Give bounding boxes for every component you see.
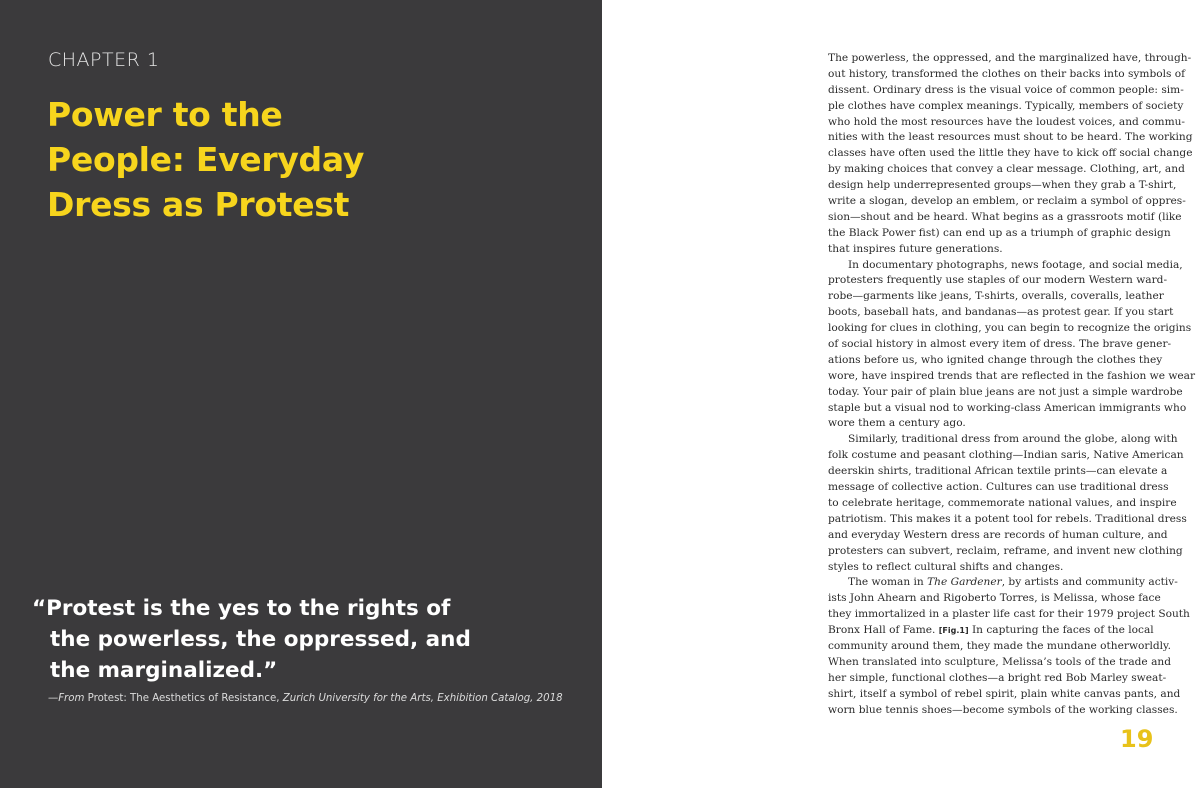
body-line: to celebrate heritage, commemorate national values, and inspire	[828, 496, 1177, 509]
body-text	[828, 51, 1196, 718]
attribution-prefix: —From	[48, 693, 88, 704]
body-text-run: In capturing the faces of the local	[968, 624, 1154, 637]
body-line: wore, have inspired trends that are reflected in the fashion we wear	[828, 369, 1196, 382]
right-page	[602, 0, 1200, 788]
body-line: patriotism. This makes it a potent tool for rebels. Traditional dress	[828, 512, 1187, 525]
body-line: When translated into sculpture, Melissa’s tools of the trade and	[828, 655, 1171, 668]
body-line: her simple, functional clothes—a bright red Bob Marley sweat-	[828, 671, 1167, 684]
body-line: community around them, they made the mundane otherworldly.	[828, 639, 1171, 652]
chapter-title-line: People: Everyday	[47, 140, 365, 179]
body-text-run: The woman in	[848, 576, 928, 589]
body-line: Similarly, traditional dress from around the globe, along with	[848, 433, 1178, 446]
quote-attribution	[48, 692, 563, 706]
body-line: folk costume and peasant clothing—Indian saris, Native American	[828, 449, 1184, 462]
body-line: robe—garments like jeans, T-shirts, overalls, coveralls, leather	[828, 290, 1164, 303]
body-line: today. Your pair of plain blue jeans are not just a simple wardrobe	[828, 385, 1183, 398]
body-line: and everyday Western dress are records of human culture, and	[828, 528, 1168, 541]
figure-reference: [Fig.1]	[938, 626, 969, 636]
body-line: protesters frequently use staples of our modern Western ward-	[828, 274, 1168, 287]
body-line: The powerless, the oppressed, and the marginalized have, through-	[828, 52, 1192, 64]
body-line: In documentary photographs, news footage, and social media,	[848, 258, 1183, 271]
body-line: sion—shout and be heard. What begins as a grassroots motif (like	[828, 210, 1182, 223]
body-line: ists John Ahearn and Rigoberto Torres, is Melissa, whose face	[828, 592, 1161, 605]
body-line: who hold the most resources have the loudest voices, and commu-	[828, 115, 1186, 128]
chapter-label: CHAPTER 1	[48, 49, 160, 71]
body-line: looking for clues in clothing, you can begin to recognize the origins	[828, 322, 1192, 335]
body-line	[828, 623, 1158, 639]
body-line: deerskin shirts, traditional African textile prints—can elevate a	[828, 465, 1168, 478]
chapter-title	[47, 92, 587, 227]
body-line: classes have often used the little they have to kick off social change	[828, 147, 1193, 160]
pull-quote-line: “Protest is the yes to the rights of	[32, 596, 451, 621]
body-line: write a slogan, develop an emblem, or reclaim a symbol of oppres-	[828, 195, 1186, 208]
body-line: of social history in almost every item of dress. The brave gener-	[828, 338, 1172, 351]
body-line: ple clothes have complex meanings. Typically, members of society	[828, 99, 1184, 112]
page-number: 19	[1120, 725, 1154, 753]
body-line: styles to reflect cultural shifts and changes.	[828, 560, 1064, 573]
body-line: out history, transformed the clothes on their backs into symbols of	[828, 67, 1186, 80]
body-line: dissent. Ordinary dress is the visual voice of common people: sim-	[828, 83, 1184, 96]
body-line: shirt, itself a symbol of rebel spirit, plain white canvas pants, and	[828, 687, 1181, 700]
body-line: ations before us, who ignited change through the clothes they	[828, 353, 1163, 366]
body-line: nities with the least resources must shout to be heard. The working	[828, 131, 1193, 144]
body-line: boots, baseball hats, and bandanas—as protest gear. If you start	[828, 306, 1174, 319]
pull-quote-line: the powerless, the oppressed, and	[50, 627, 471, 652]
body-line	[828, 575, 1178, 591]
attribution-source: Zurich University for the Arts, Exhibition Catalog, 2018	[279, 693, 563, 704]
artwork-title: The Gardener	[927, 576, 1002, 589]
body-line: protesters can subvert, reclaim, reframe, and invent new clothing	[828, 544, 1183, 557]
body-line: message of collective action. Cultures can use traditional dress	[828, 481, 1169, 494]
body-line: that inspires future generations.	[828, 242, 1003, 255]
body-line: wore them a century ago.	[828, 417, 966, 430]
chapter-title-line: Power to the	[47, 95, 283, 134]
attribution-work-title: Protest: The Aesthetics of Resistance,	[87, 693, 280, 704]
body-line: design help underrepresented groups—when they grab a T-shirt,	[828, 179, 1177, 192]
pull-quote	[32, 593, 592, 686]
body-line: staple but a visual nod to working-class American immigrants who	[828, 401, 1187, 414]
body-text-run: , by artists and community activ-	[1001, 576, 1178, 589]
body-text-run: Bronx Hall of Fame.	[828, 624, 939, 637]
body-line: the Black Power fist) can end up as a triumph of graphic design	[828, 226, 1171, 239]
body-line: they immortalized in a plaster life cast for their 1979 project South	[828, 608, 1190, 621]
body-line: worn blue tennis shoes—become symbols of the working classes.	[828, 703, 1178, 716]
body-line: by making choices that convey a clear message. Clothing, art, and	[828, 163, 1185, 176]
chapter-title-line: Dress as Protest	[47, 185, 350, 224]
pull-quote-line: the marginalized.”	[50, 658, 278, 683]
